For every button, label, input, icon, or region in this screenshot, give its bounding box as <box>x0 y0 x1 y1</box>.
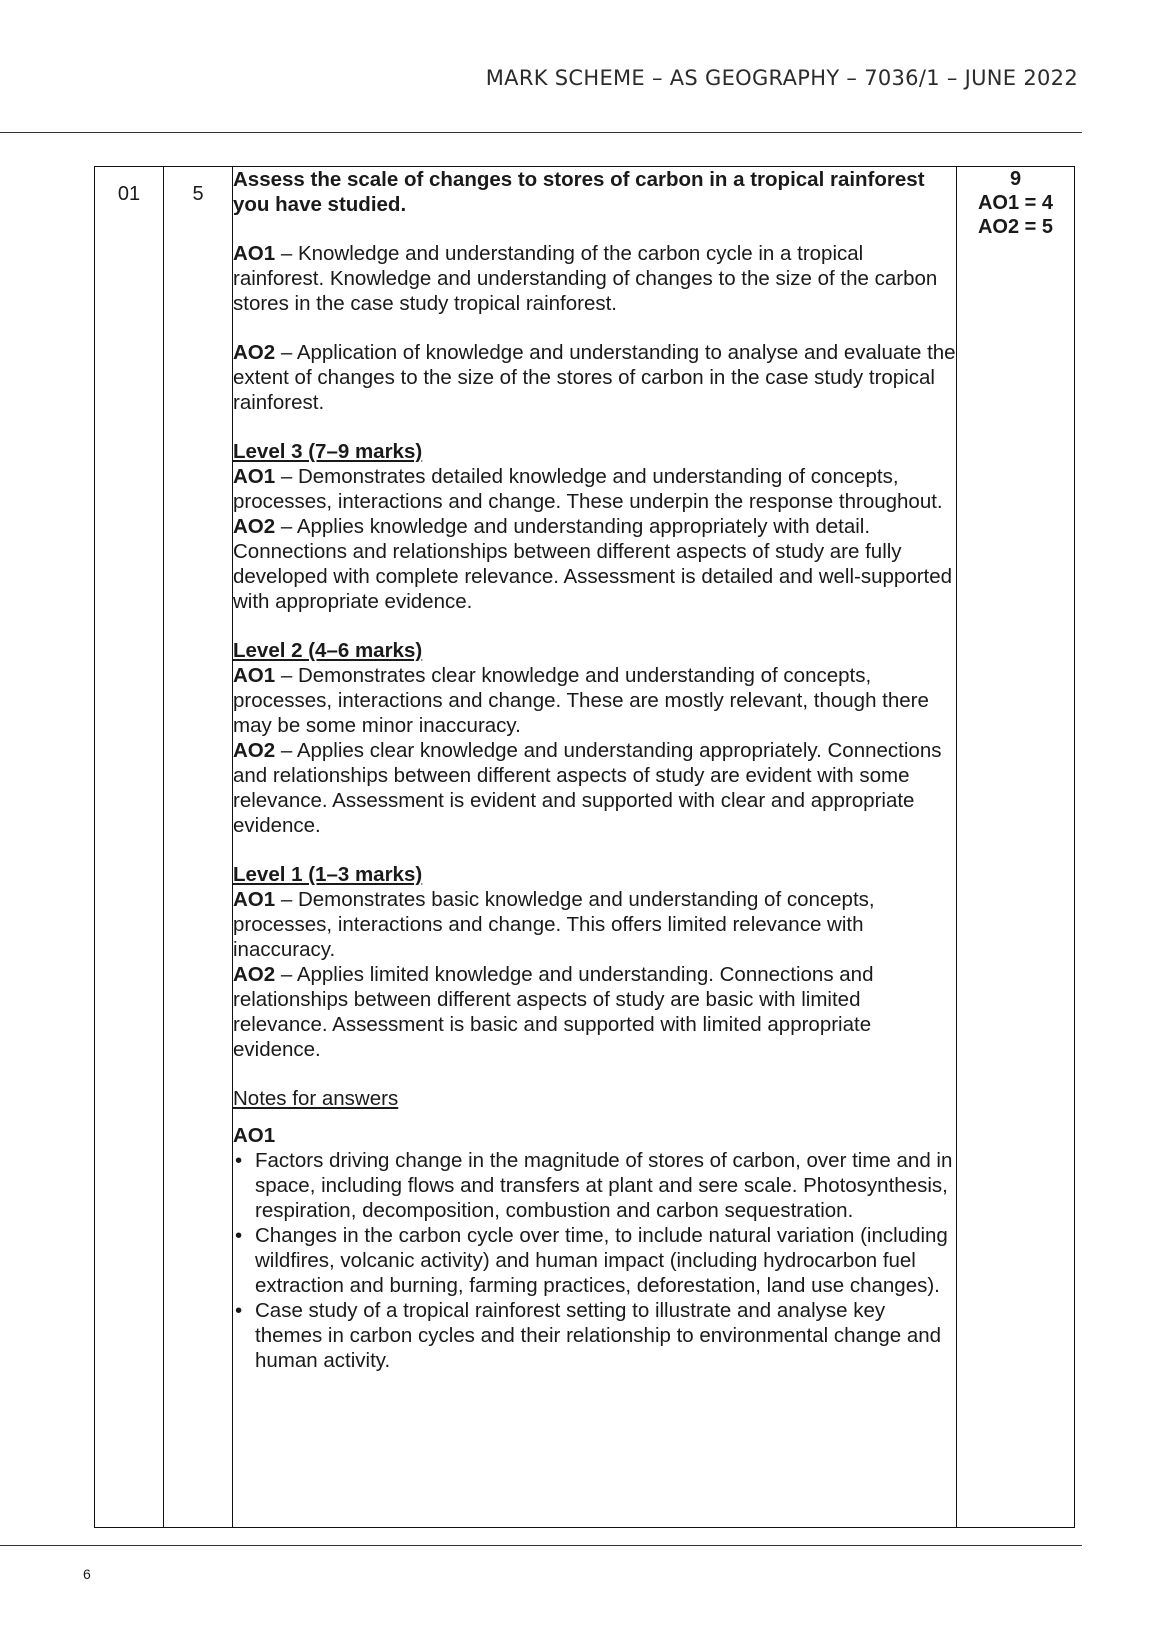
list-item: • Factors driving change in the magnitude of stores of carbon, over time and in space, including flows and transfers at plant and sere scale. Photosynthesis, respiration, decomposition, combustion and carbon sequestration. <box>233 1148 956 1223</box>
level-ao1 <box>233 887 956 962</box>
list-item: • Case study of a tropical rainforest setting to illustrate and analyse key themes in carbon cycles and their relationship to environmental change and human activity. <box>233 1298 956 1373</box>
table-row <box>95 167 1075 1528</box>
marks-ao1: AO1 = 4 <box>977 192 1054 214</box>
level-title: Level 3 (7–9 marks) <box>233 440 423 463</box>
ao2-label: AO2 <box>233 341 276 364</box>
level-ao1-text: – Demonstrates basic knowledge and understanding of concepts, processes, interactions and change. This offers limited relevance with inaccuracy. <box>233 888 875 961</box>
notes-title: Notes for answers <box>233 1087 399 1110</box>
header-rule <box>0 132 1082 133</box>
ao1-intro-text: – Knowledge and understanding of the carbon cycle in a tropical rainforest. Knowledge and understanding of changes to the size of the carbon stores in the case study tropical rainforest. <box>233 242 938 315</box>
guidance-cell <box>233 167 957 1528</box>
ao2-label: AO2 <box>233 739 276 762</box>
page-header-title: MARK SCHEME – AS GEOGRAPHY – 7036/1 – JUNE 2022 <box>485 66 1078 90</box>
question-number-cell <box>95 167 164 1528</box>
notes-ao1-heading: AO1 <box>233 1124 276 1147</box>
level-ao1 <box>233 464 956 514</box>
level-3-block <box>233 439 956 614</box>
level-title: Level 2 (4–6 marks) <box>233 639 423 662</box>
ao2-label: AO2 <box>233 963 276 986</box>
ao1-label: AO1 <box>233 664 276 687</box>
marks-total: 9 <box>1009 168 1022 190</box>
level-2-block <box>233 638 956 838</box>
level-ao2-text: – Applies limited knowledge and understanding. Connections and relationships between different aspects of study are basic with limited relevance. Assessment is basic and supported with limited appropriate evidence. <box>233 963 874 1061</box>
ao1-label: AO1 <box>233 242 276 265</box>
level-ao2 <box>233 514 956 614</box>
notes-list <box>233 1148 956 1373</box>
mark-scheme-table <box>94 166 1075 1528</box>
ao2-intro <box>233 340 956 415</box>
question-number: 01 <box>117 183 141 205</box>
level-ao1-text: – Demonstrates clear knowledge and understanding of concepts, processes, interactions and change. These are mostly relevant, though there may be some minor inaccuracy. <box>233 664 929 737</box>
level-ao1-text: – Demonstrates detailed knowledge and understanding of concepts, processes, interactions and change. These underpin the response throughout. <box>233 465 943 513</box>
level-ao2-text: – Applies knowledge and understanding appropriately with detail. Connections and relationships between different aspects of study are fully developed with complete relevance. Assessment is detailed and well-supported with appropriate evidence. <box>233 515 953 613</box>
ao1-label: AO1 <box>233 465 276 488</box>
level-title: Level 1 (1–3 marks) <box>233 863 423 886</box>
level-ao2 <box>233 962 956 1062</box>
part-number: 5 <box>192 183 204 205</box>
ao1-intro <box>233 241 956 316</box>
footer-rule <box>0 1545 1082 1546</box>
list-item: • Changes in the carbon cycle over time, to include natural variation (including wildfires, volcanic activity) and human impact (including hydrocarbon fuel extraction and burning, farming practices, deforestation, land use changes). <box>233 1223 956 1298</box>
page-number: 6 <box>83 1566 91 1582</box>
marks-cell <box>957 167 1075 1528</box>
level-ao1 <box>233 663 956 738</box>
level-ao2-text: – Applies clear knowledge and understanding appropriately. Connections and relationships between different aspects of study are evident with some relevance. Assessment is evident and supported with clear and appropriate evidence. <box>233 739 942 837</box>
ao2-label: AO2 <box>233 515 276 538</box>
level-ao2 <box>233 738 956 838</box>
part-number-cell <box>164 167 233 1528</box>
ao2-intro-text: – Application of knowledge and understanding to analyse and evaluate the extent of changes to the size of the stores of carbon in the case study tropical rainforest. <box>233 341 956 414</box>
level-1-block <box>233 862 956 1062</box>
question-text: Assess the scale of changes to stores of carbon in a tropical rainforest you have studied. <box>233 168 925 216</box>
marks-ao2: AO2 = 5 <box>977 216 1054 238</box>
ao1-label: AO1 <box>233 888 276 911</box>
